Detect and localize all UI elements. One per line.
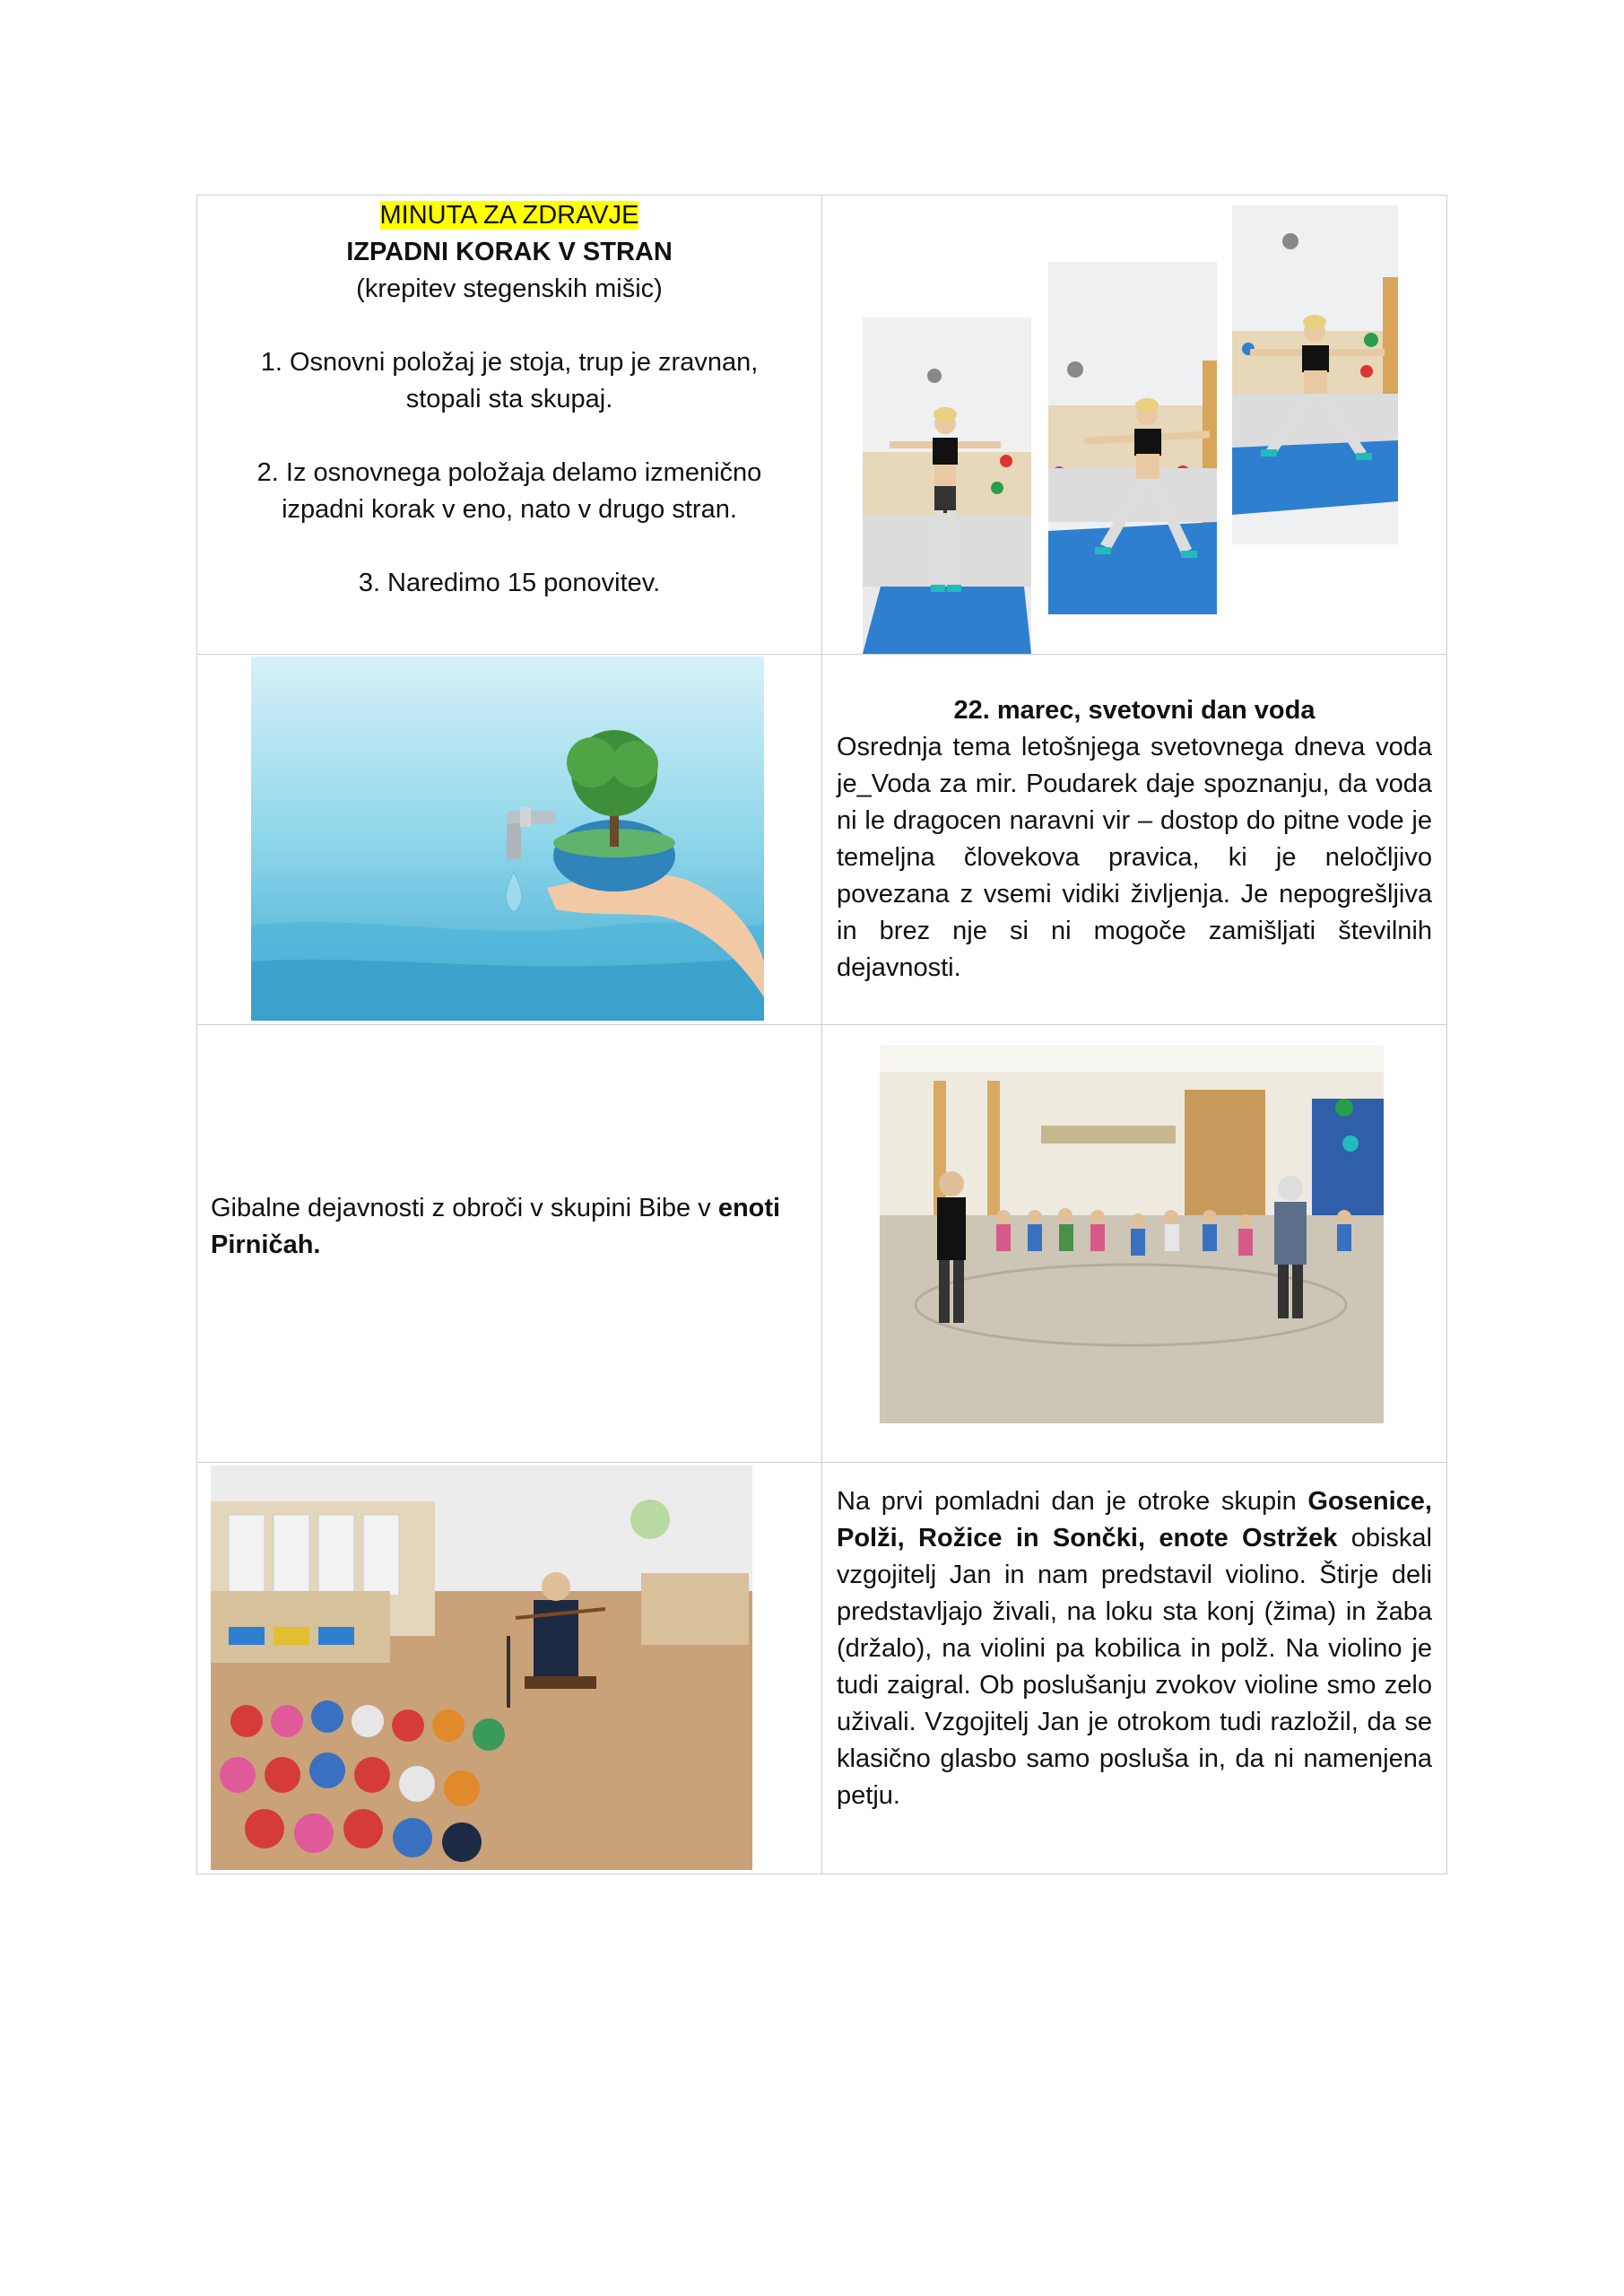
violin-text-1: Na prvi pomladni dan je otroke skupin: [837, 1487, 1308, 1516]
photo-woman-wide-stance: [1232, 205, 1398, 544]
newsletter-table: [196, 195, 1447, 1874]
exercise-banner: MINUTA ZA ZDRAVJE: [379, 201, 639, 230]
illustration-hand-tap-tree-globe: [251, 657, 764, 1021]
violin-text-cell: [822, 1463, 1447, 1874]
violin-image-cell: [197, 1463, 822, 1874]
hoops-caption: [211, 1190, 812, 1264]
violin-text-2: obiskal vzgojitelj Jan in nam predstavil violino. Štirje deli predstavljajo živali, na loku sta konj (žima) in žaba (držalo), na violini pa kobilica in polž. Na violino je tudi zaigral. Ob poslušanju zvokov violine smo zelo uživali. Vzgojitelj Jan je otrokom tudi razložil, da se klasično glasbo samo posluša in, da ni namenjena petju.: [837, 1524, 1432, 1810]
hoops-text: Gibalne dejavnosti z obroči v skupini Bibe v: [211, 1194, 718, 1222]
exercise-subtitle: (krepitev stegenskih mišic): [356, 274, 663, 303]
hoops-text-cell: [197, 1025, 822, 1463]
exercise-title: IZPADNI KORAK V STRAN: [346, 238, 673, 266]
exercise-text-cell: [197, 196, 822, 655]
water-day-body: Osrednja tema letošnjega svetovnega dneva voda je_Voda za mir. Poudarek daje spoznanju, da voda ni le dragocen naravni vir – dostop do pitne vode je temeljna človekova pravica, ki je neločljivo povezana z vsemi vidiki življenja. Je nepogrešljiva in brez nje si ni mogoče zamišljati številnih dejavnosti.: [837, 733, 1432, 982]
water-day-heading: 22. marec, svetovni dan voda: [953, 696, 1316, 725]
exercise-step-1: 1. Osnovni položaj je stoja, trup je zravnan, stopali sta skupaj.: [260, 348, 759, 413]
hoops-text-bold: enoti Pirničah.: [211, 1194, 781, 1259]
exercise-step-3: 3. Naredimo 15 ponovitev.: [358, 569, 661, 597]
exercise-step-2: 2. Iz osnovnega položaja delamo izmenično izpadni korak v eno, nato v drugo stran.: [256, 458, 762, 524]
photo-woman-standing: [863, 317, 1031, 654]
hoops-image-cell: [822, 1025, 1447, 1463]
photo-children-holding-hoops-in-gym: [880, 1045, 1384, 1423]
photo-teacher-playing-violin-to-children: [211, 1465, 752, 1870]
violin-paragraph: [822, 1463, 1446, 1814]
violin-groups: Gosenice, Polži, Rožice in Sončki, enote Ostržek: [837, 1487, 1432, 1552]
water-image-cell: [197, 655, 822, 1025]
water-day-text-cell: [822, 655, 1447, 1025]
photo-woman-side-lunge: [1048, 262, 1217, 614]
exercise-photos-cell: [822, 196, 1447, 655]
